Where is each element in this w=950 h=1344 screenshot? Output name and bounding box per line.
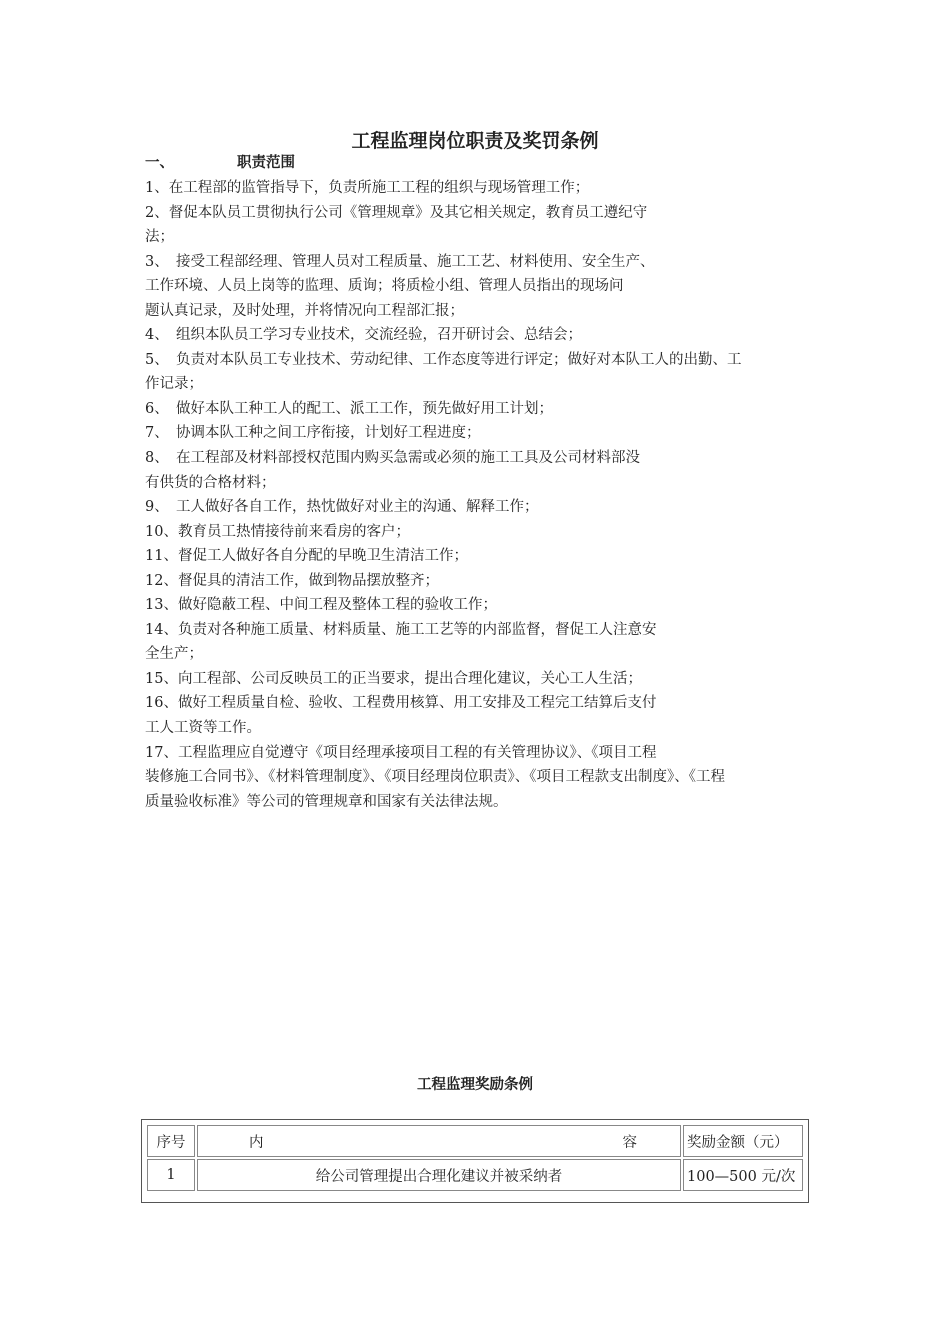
duty-line: 8、 在工程部及材料部授权范围内购买急需或必须的施工工具及公司材料部没 — [145, 450, 640, 467]
duty-line: 7、 协调本队工种之间工序衔接，计划好工程进度； — [145, 425, 481, 442]
section-number: 一、 — [145, 155, 174, 171]
section-heading — [145, 151, 295, 172]
duty-list — [145, 176, 810, 814]
row-no: 1 — [147, 1159, 195, 1191]
duty-line: 4、 组织本队员工学习专业技术，交流经验，召开研讨会、总结会； — [145, 327, 582, 344]
page-title: 工程监理岗位职责及奖罚条例 — [351, 130, 599, 152]
row-content: 给公司管理提出合理化建议并被采纳者 — [197, 1159, 681, 1191]
reward-title: 工程监理奖励条例 — [417, 1077, 533, 1093]
duty-line: 1、在工程部的监管指导下，负责所施工工程的组织与现场管理工作； — [145, 180, 590, 196]
duty-line: 题认真记录，及时处理，并将情况向工程部汇报； — [145, 302, 464, 319]
table-row — [147, 1159, 803, 1191]
duty-line: 12、督促具的清洁工作，做到物品摆放整齐； — [145, 572, 439, 589]
header-content — [197, 1125, 681, 1157]
duty-line: 15、向工程部、公司反映员工的正当要求，提出合理化建议，关心工人生活； — [145, 670, 642, 687]
duty-line: 质量验收标准》等公司的管理规章和国家有关法律法规。 — [145, 793, 508, 810]
duty-line: 9、 工人做好各自工作，热忱做好对业主的沟通、解释工作； — [145, 499, 539, 516]
duty-line: 工人工资等工作。 — [145, 720, 261, 737]
duty-line: 全生产； — [145, 646, 203, 663]
duty-line: 17、工程监理应自觉遵守《项目经理承接项目工程的有关管理协议》、《项目工程 — [145, 744, 657, 761]
row-amount: 100—500 元/次 — [683, 1159, 803, 1191]
header-no: 序号 — [147, 1125, 195, 1157]
duty-line: 14、负责对各种施工质量、材料质量、施工工艺等的内部监督，督促工人注意安 — [145, 621, 657, 638]
section-title: 职责范围 — [237, 155, 295, 171]
header-content-left: 内 — [249, 1134, 264, 1151]
duty-line: 工作环境、人员上岗等的监理、质询；将质检小组、管理人员指出的现场问 — [145, 278, 624, 295]
duty-line: 11、督促工人做好各自分配的早晚卫生清洁工作； — [145, 548, 468, 565]
reward-table — [141, 1119, 809, 1203]
duty-line: 作记录； — [145, 376, 203, 393]
header-amount: 奖励金额（元） — [683, 1125, 803, 1157]
table-header-row — [147, 1125, 803, 1157]
duty-line: 10、教育员工热情接待前来看房的客户； — [145, 523, 410, 540]
duty-line: 装修施工合同书》、《材料管理制度》、《项目经理岗位职责》、《项目工程款支出制度》、《工程 — [145, 769, 725, 786]
duty-line: 有供货的合格材料； — [145, 474, 276, 491]
duty-line: 16、做好工程质量自检、验收、工程费用核算、用工安排及工程完工结算后支付 — [145, 695, 657, 712]
duty-line: 2、督促本队员工贯彻执行公司《管理规章》及其它相关规定，教育员工遵纪守 — [145, 204, 648, 221]
duty-line: 3、 接受工程部经理、管理人员对工程质量、施工工艺、材料使用、安全生产、 — [145, 253, 655, 270]
duty-line: 6、 做好本队工种工人的配工、派工工作，预先做好用工计划； — [145, 400, 553, 417]
duty-line: 法； — [145, 229, 174, 246]
header-content-right: 容 — [622, 1134, 637, 1151]
duty-line: 5、 负责对本队员工专业技术、劳动纪律、工作态度等进行评定；做好对本队工人的出勤、工 — [145, 351, 742, 368]
duty-line: 13、做好隐蔽工程、中间工程及整体工程的验收工作； — [145, 597, 497, 614]
